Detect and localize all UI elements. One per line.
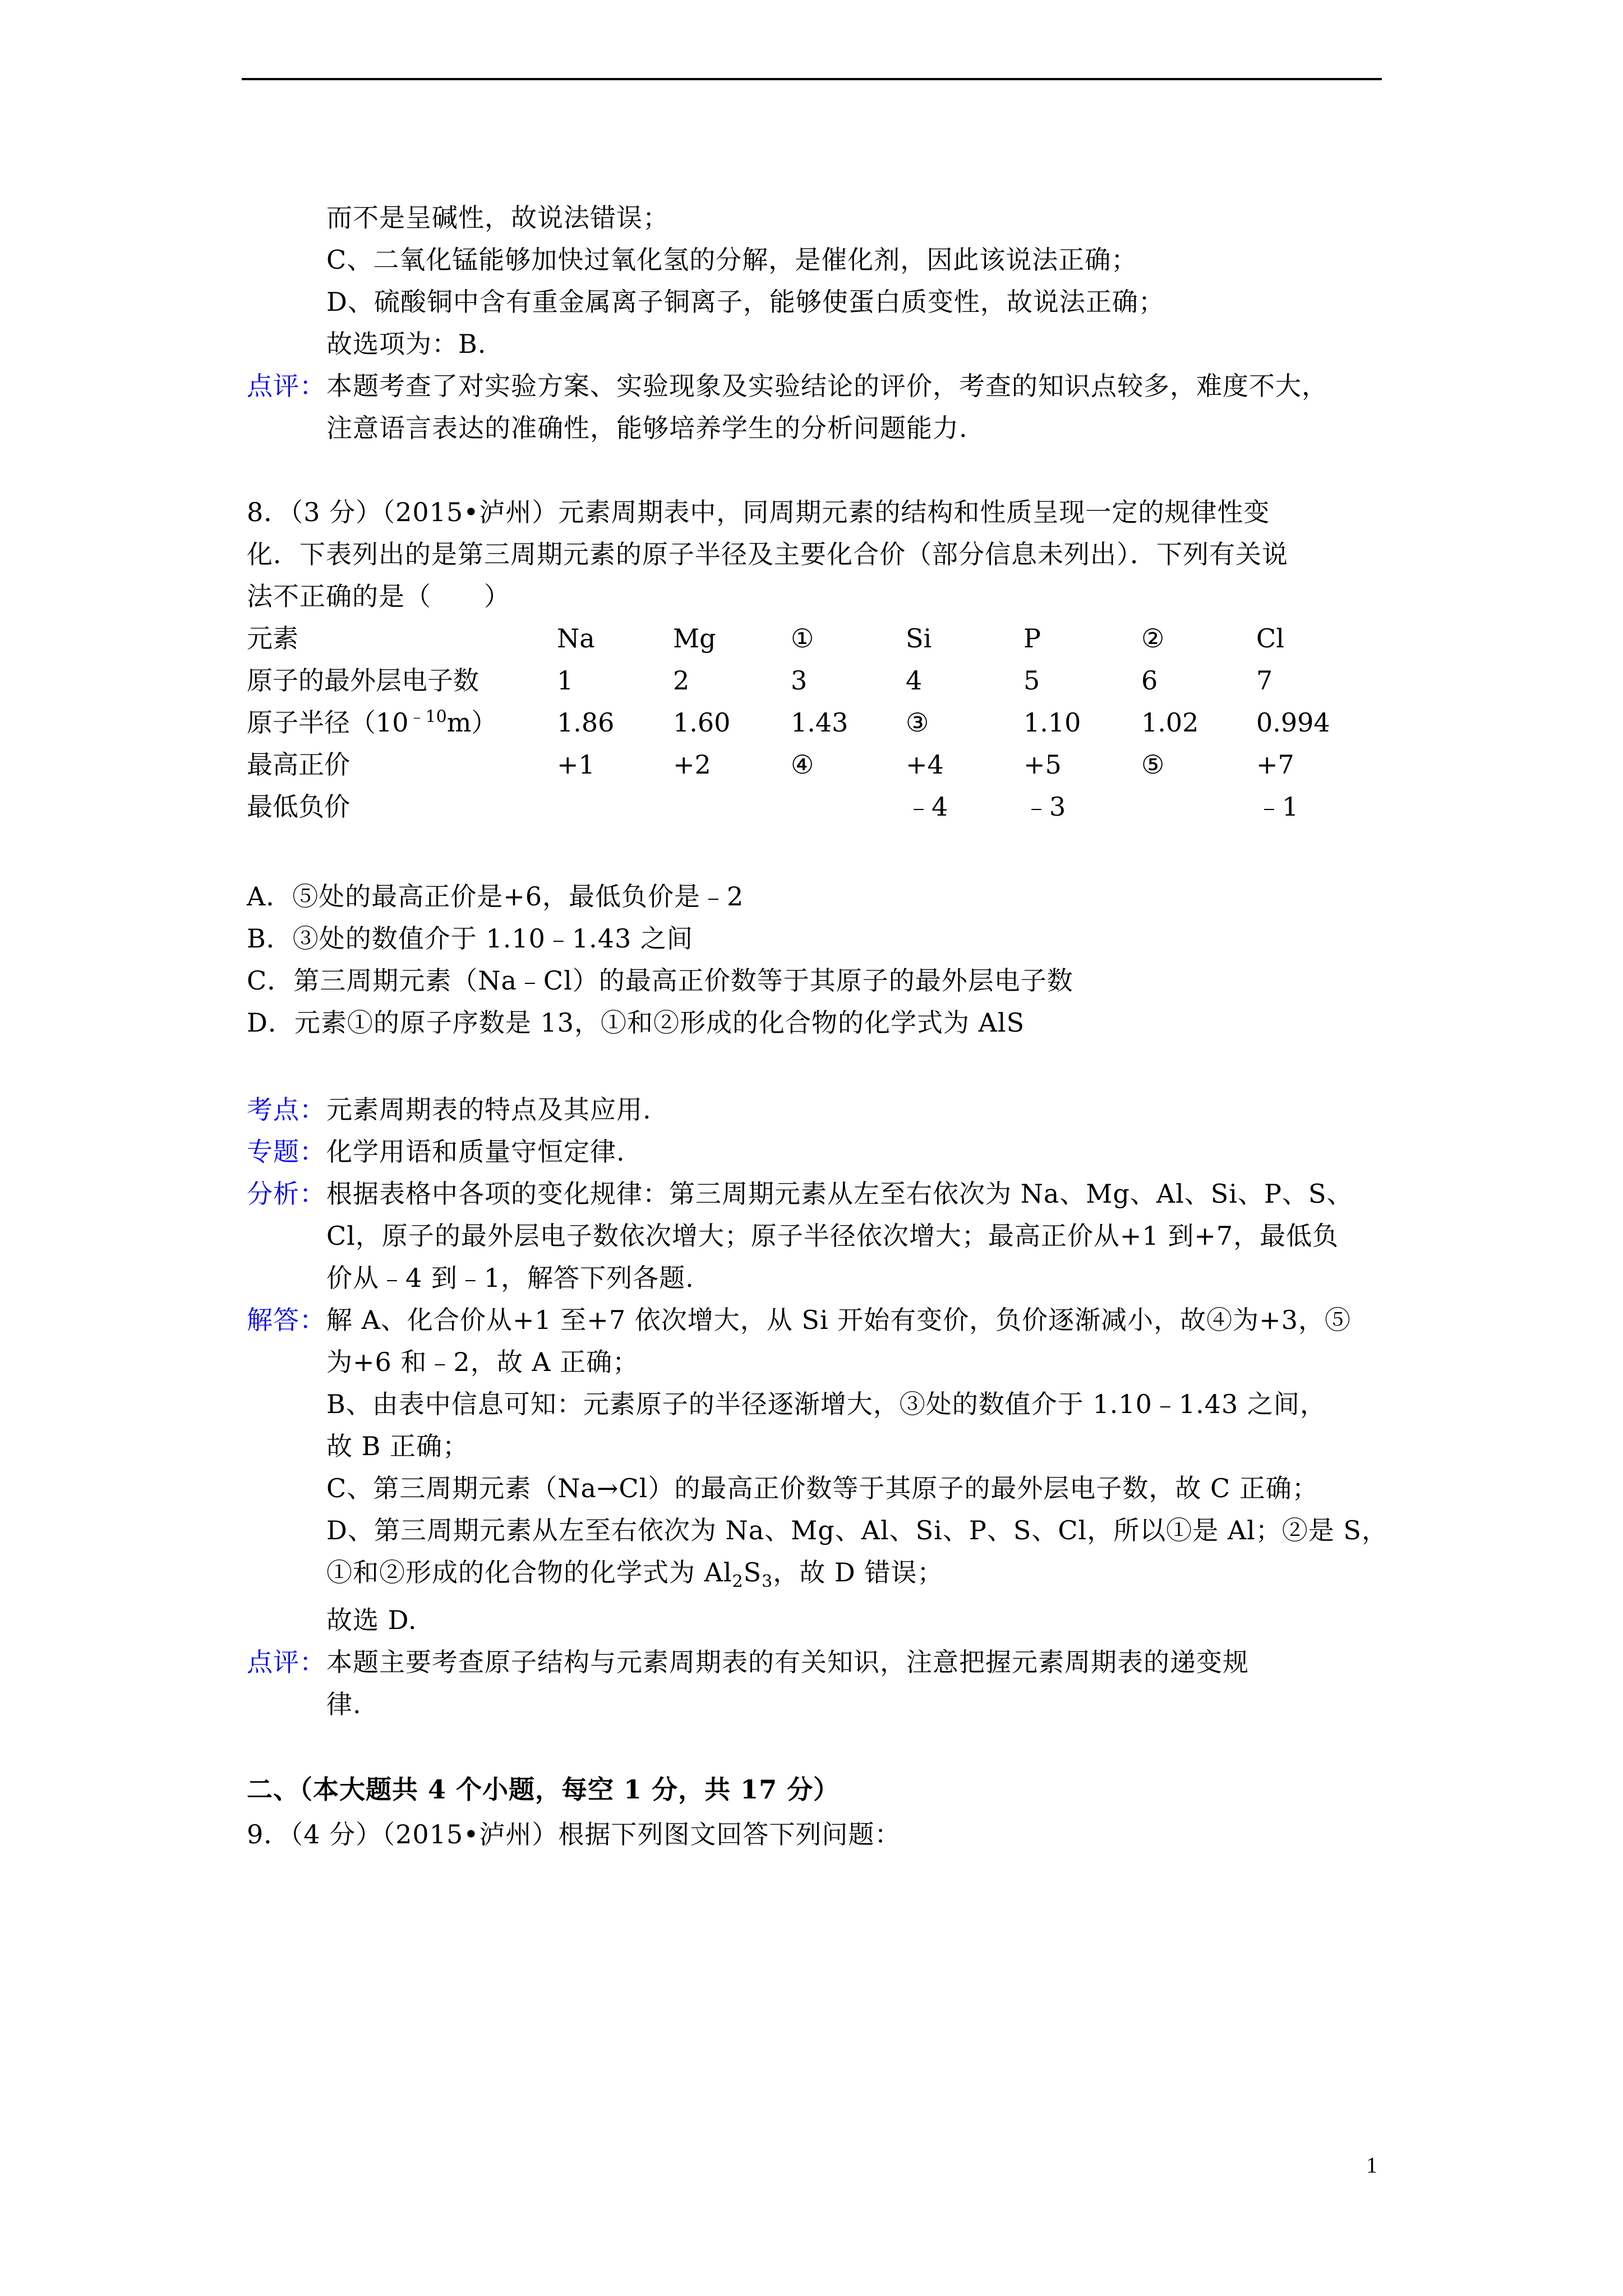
table-cell: 7 bbox=[1256, 665, 1273, 696]
table-cell: ﹣4 bbox=[906, 792, 948, 822]
table-cell: 2 bbox=[673, 665, 690, 696]
label-exponent: ﹣10 bbox=[408, 707, 447, 727]
table-cell: 5 bbox=[1023, 665, 1040, 696]
table-row-label: 原子的最外层电子数 bbox=[247, 665, 479, 696]
fenxi-label: 分析： bbox=[247, 1179, 326, 1209]
prev-comment-line: 注意语言表达的准确性，能够培养学生的分析问题能力. bbox=[326, 413, 968, 443]
prev-comment-line: 本题考查了对实验方案、实验现象及实验结论的评价，考查的知识点较多，难度不大， bbox=[326, 371, 1328, 401]
table-cell: ⑤ bbox=[1141, 749, 1165, 780]
table-row-label bbox=[247, 707, 497, 738]
prev-line: 而不是呈碱性，故说法错误； bbox=[326, 203, 669, 233]
dianping-label: 点评： bbox=[247, 1647, 326, 1677]
jieda-label: 解答： bbox=[247, 1305, 326, 1335]
label-part: 原子半径（10 bbox=[247, 707, 409, 738]
fenxi-line: 根据表格中各项的变化规律：第三周期元素从左至右依次为 Na、Mg、Al、Si、P、S、 bbox=[326, 1179, 1353, 1209]
option-b: B．③处的数值介于 1.10﹣1.43 之间 bbox=[247, 923, 693, 954]
table-cell: +5 bbox=[1023, 749, 1062, 780]
table-cell: +2 bbox=[673, 749, 711, 780]
prev-line: 故选项为：B. bbox=[326, 329, 487, 359]
option-d: D．元素①的原子序数是 13，①和②形成的化合物的化学式为 AlS bbox=[247, 1007, 1025, 1038]
fenxi-line: Cl，原子的最外层电子数依次增大；原子半径依次增大；最高正价从+1 到+7，最低负 bbox=[326, 1221, 1339, 1251]
jieda-line: B、由表中信息可知：元素原子的半径逐渐增大，③处的数值介于 1.10﹣1.43 之间， bbox=[326, 1389, 1326, 1419]
fenxi-line: 价从﹣4 到﹣1，解答下列各题. bbox=[326, 1263, 694, 1293]
table-cell: 0.994 bbox=[1256, 707, 1330, 738]
dianping-line: 律. bbox=[326, 1689, 362, 1719]
table-cell: ③ bbox=[906, 707, 929, 738]
table-cell: 1.10 bbox=[1023, 707, 1081, 738]
prev-comment-label: 点评： bbox=[247, 371, 326, 401]
option-a: A．⑤处的最高正价是+6，最低负价是﹣2 bbox=[247, 881, 744, 912]
table-cell: ﹣1 bbox=[1256, 792, 1299, 822]
table-cell: 1 bbox=[557, 665, 574, 696]
table-cell: +1 bbox=[557, 749, 595, 780]
formula-text: S bbox=[743, 1557, 762, 1588]
label-part: m） bbox=[446, 707, 497, 738]
q8-title-line: 8．（3 分）（2015•泸州）元素周期表中，同周期元素的结构和性质呈现一定的规律性变 bbox=[247, 497, 1270, 527]
jieda-line: D、第三周期元素从左至右依次为 Na、Mg、Al、Si、P、S、Cl，所以①是 Al；②是 S， bbox=[326, 1515, 1388, 1545]
table-cell: Na bbox=[557, 623, 595, 654]
q8-title-line: 法不正确的是（ ） bbox=[247, 581, 510, 611]
table-cell: +4 bbox=[906, 749, 944, 780]
table-cell: 4 bbox=[906, 665, 923, 696]
table-cell: 1.86 bbox=[557, 707, 615, 738]
table-cell: Si bbox=[906, 623, 932, 654]
jieda-line: 故 B 正确； bbox=[326, 1431, 469, 1461]
table-cell: ﹣3 bbox=[1023, 792, 1066, 822]
table-cell: ① bbox=[791, 623, 814, 654]
table-cell: ② bbox=[1141, 623, 1165, 654]
q8-title-line: 化．下表列出的是第三周期元素的原子半径及主要化合价（部分信息未列出）．下列有关说 bbox=[247, 539, 1288, 569]
prev-line: C、二氧化锰能够加快过氧化氢的分解，是催化剂，因此该说法正确； bbox=[326, 245, 1138, 275]
prev-line: D、硫酸铜中含有重金属离子铜离子，能够使蛋白质变性，故说法正确； bbox=[326, 287, 1165, 317]
table-row-label: 最低负价 bbox=[247, 792, 350, 822]
table-cell: 6 bbox=[1141, 665, 1158, 696]
zhuanti-label: 专题： bbox=[247, 1137, 326, 1167]
formula-subscript: 2 bbox=[732, 1572, 744, 1592]
table-row-label: 元素 bbox=[247, 623, 298, 654]
jieda-line: C、第三周期元素（Na→Cl）的最高正价数等于其原子的最外层电子数，故 C 正确； bbox=[326, 1473, 1318, 1503]
table-cell: Cl bbox=[1256, 623, 1284, 654]
dianping-line: 本题主要考查原子结构与元素周期表的有关知识，注意把握元素周期表的递变规 bbox=[326, 1647, 1249, 1677]
formula-subscript: 3 bbox=[762, 1572, 773, 1592]
jieda-line: 解 A、化合价从+1 至+7 依次增大，从 Si 开始有变价，负价逐渐减小，故④为+3，⑤ bbox=[326, 1305, 1351, 1335]
table-cell: 1.60 bbox=[673, 707, 731, 738]
table-cell: 3 bbox=[791, 665, 808, 696]
table-cell: P bbox=[1023, 623, 1041, 654]
header-rule bbox=[242, 78, 1382, 80]
table-cell: ④ bbox=[791, 749, 814, 780]
zhuanti-text: 化学用语和质量守恒定律. bbox=[326, 1137, 625, 1167]
formula-text: ，故 D 错误； bbox=[773, 1557, 944, 1588]
table-row-label: 最高正价 bbox=[247, 749, 350, 780]
jieda-line: 为+6 和﹣2，故 A 正确； bbox=[326, 1347, 639, 1377]
kaodian-text: 元素周期表的特点及其应用. bbox=[326, 1094, 652, 1125]
table-cell: +7 bbox=[1256, 749, 1294, 780]
q9-title: 9．（4 分）（2015•泸州）根据下列图文回答下列问题： bbox=[247, 1819, 901, 1849]
jieda-final: 故选 D. bbox=[326, 1605, 417, 1635]
kaodian-label: 考点： bbox=[247, 1094, 326, 1125]
page-number: 1 bbox=[1366, 2152, 1377, 2178]
jieda-formula-line bbox=[326, 1557, 944, 1592]
table-cell: 1.43 bbox=[791, 707, 849, 738]
table-cell: 1.02 bbox=[1141, 707, 1199, 738]
option-c: C．第三周期元素（Na﹣Cl）的最高正价数等于其原子的最外层电子数 bbox=[247, 965, 1073, 996]
table-cell: Mg bbox=[673, 623, 716, 654]
section-heading: 二、（本大题共 4 个小题，每空 1 分，共 17 分） bbox=[247, 1774, 840, 1805]
formula-text: ①和②形成的化合物的化学式为 Al bbox=[326, 1557, 732, 1588]
